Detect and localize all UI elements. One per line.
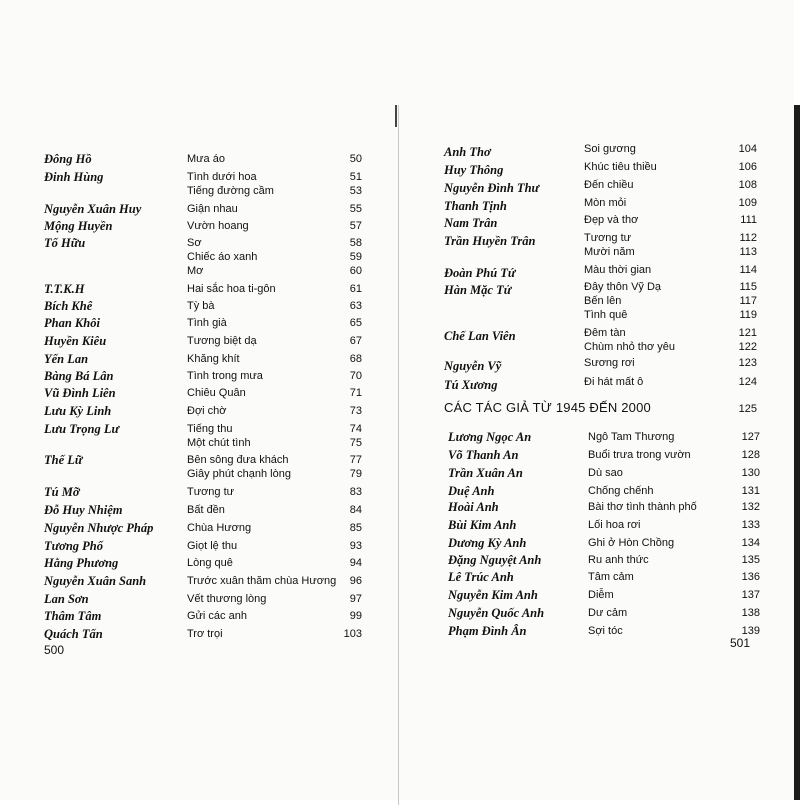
toc-poem-title: Giây phút chạnh lòng	[187, 468, 291, 480]
toc-author: Nguyễn Kim Anh	[448, 588, 538, 602]
toc-poem-title: Ngô Tam Thương	[588, 431, 675, 443]
toc-page-number: 130	[741, 467, 760, 479]
toc-page-number: 115	[739, 281, 757, 293]
toc-author: Lê Trúc Anh	[448, 570, 514, 584]
toc-poem-title: Sợi tóc	[588, 625, 623, 637]
gutter-mark	[395, 105, 397, 127]
toc-poem-title: Soi gương	[584, 143, 636, 155]
toc-poem-title: Diễm	[588, 589, 614, 601]
toc-author: Nam Trân	[444, 216, 498, 230]
toc-poem-title: Chiếc áo xanh	[187, 251, 258, 263]
toc-poem-title: Dù sao	[588, 467, 623, 479]
toc-poem-title: Tình dưới hoa	[187, 171, 257, 183]
toc-page-number: 128	[741, 449, 760, 461]
toc-author: Tú Mỡ	[44, 485, 80, 499]
toc-poem-title: Tình già	[187, 317, 227, 329]
toc-poem-title: Khăng khít	[187, 353, 240, 365]
toc-page-number: 122	[738, 341, 757, 353]
toc-author: Nguyễn Xuân Sanh	[44, 574, 147, 588]
toc-page-number: 137	[741, 589, 760, 601]
toc-page-number: 133	[741, 519, 760, 531]
toc-author: Hằng Phương	[44, 556, 119, 570]
toc-page-number: 127	[741, 431, 760, 443]
toc-page-number: 68	[349, 353, 362, 365]
toc-poem-title: Chùa Hương	[187, 522, 252, 534]
toc-author: Võ Thanh An	[448, 448, 519, 462]
toc-poem-title: Đêm tàn	[584, 327, 626, 339]
toc-author: Duệ Anh	[448, 484, 495, 498]
toc-page-number: 138	[741, 607, 760, 619]
toc-poem-title: Tỳ bà	[187, 300, 215, 312]
toc-author: Nguyễn Xuân Huy	[44, 202, 142, 216]
toc-page-number: 132	[741, 501, 760, 513]
toc-author: Đặng Nguyệt Anh	[448, 553, 542, 567]
toc-page-number: 51	[349, 171, 362, 183]
toc-author: Tú Xương	[444, 378, 498, 392]
toc-author: Hàn Mặc Tử	[444, 283, 512, 297]
toc-poem-title: Trước xuân thăm chùa Hương	[187, 575, 337, 587]
toc-author: Đông Hồ	[44, 152, 92, 166]
toc-poem-title: Bất đền	[187, 504, 225, 516]
toc-poem-title: Tiếng đường cầm	[187, 185, 274, 197]
toc-page-number: 131	[741, 485, 760, 497]
toc-poem-title: Mười năm	[584, 246, 635, 258]
toc-page-number: 75	[349, 437, 362, 449]
toc-author: Nguyễn Nhược Pháp	[44, 521, 154, 535]
toc-page-number: 109	[738, 197, 757, 209]
toc-poem-title: Khúc tiêu thiều	[584, 161, 657, 173]
toc-author: Nguyễn Vỹ	[444, 359, 502, 373]
toc-poem-title: Mơ	[187, 265, 204, 277]
toc-page-number: 135	[741, 554, 760, 566]
toc-author: Phạm Đình Ân	[448, 624, 527, 638]
toc-author: Lan Sơn	[44, 592, 89, 606]
toc-poem-title: Sương rơi	[584, 357, 635, 369]
toc-author: Đoàn Phú Tứ	[444, 266, 516, 280]
toc-author: Huy Thông	[444, 163, 504, 177]
toc-poem-title: Ghi ở Hòn Chồng	[588, 537, 675, 549]
toc-page-number: 112	[739, 232, 757, 244]
toc-author: Nguyễn Quốc Anh	[448, 606, 545, 620]
toc-author: Bùi Kim Anh	[448, 518, 517, 532]
toc-page-number: 134	[741, 537, 760, 549]
toc-author: Phan Khôi	[44, 316, 100, 330]
toc-author: Trần Huyền Trân	[444, 234, 536, 248]
toc-poem-title: Tương tư	[187, 486, 235, 498]
toc-poem-title: Đây thôn Vỹ Dạ	[584, 281, 662, 293]
toc-poem-title: Màu thời gian	[584, 264, 652, 276]
toc-poem-title: Mòn mỏi	[584, 197, 627, 209]
toc-author: Mộng Huyền	[44, 219, 113, 233]
section-heading-page: 125	[738, 403, 757, 415]
toc-page-number: 79	[349, 468, 362, 480]
toc-poem-title: Bên sông đưa khách	[187, 454, 289, 466]
toc-author: Hoài Anh	[448, 500, 499, 514]
toc-page-number: 136	[741, 571, 760, 583]
toc-poem-title: Vết thương lòng	[187, 593, 267, 605]
toc-poem-title: Một chút tình	[187, 437, 251, 449]
toc-page-number: 139	[741, 625, 760, 637]
toc-page-number: 96	[349, 575, 362, 587]
toc-author: Đỗ Huy Nhiệm	[44, 503, 123, 517]
toc-page-number: 85	[349, 522, 362, 534]
toc-page-number: 113	[739, 246, 757, 258]
toc-poem-title: Tương biệt dạ	[187, 335, 257, 347]
toc-poem-title: Chiêu Quân	[187, 387, 246, 399]
toc-poem-title: Sơ	[187, 237, 202, 249]
toc-page-number: 71	[349, 387, 362, 399]
toc-poem-title: Lòng quê	[187, 557, 233, 569]
toc-page-number: 74	[349, 423, 362, 435]
toc-page-number: 77	[349, 454, 362, 466]
toc-page-number: 55	[349, 203, 362, 215]
left-page-number: 500	[44, 643, 65, 657]
toc-poem-title: Tương tư	[584, 232, 632, 244]
toc-author: Chế Lan Viên	[444, 329, 516, 343]
toc-page-number: 97	[349, 593, 362, 605]
toc-poem-title: Mưa áo	[187, 153, 225, 165]
toc-poem-title: Chống chếnh	[588, 485, 654, 497]
toc-page-number: 111	[740, 214, 757, 226]
toc-page-number: 99	[349, 610, 362, 622]
toc-author: Yến Lan	[44, 352, 89, 366]
toc-author: Lưu Kỳ Linh	[44, 404, 112, 418]
toc-poem-title: Dư cảm	[588, 607, 628, 619]
toc-page-number: 106	[738, 161, 757, 173]
toc-author: Thanh Tịnh	[444, 199, 507, 213]
toc-author: Quách Tấn	[44, 627, 103, 641]
toc-poem-title: Tình quê	[584, 309, 628, 321]
toc-page-number: 93	[349, 540, 362, 552]
toc-page-number: 119	[739, 309, 757, 321]
toc-author: Vũ Đình Liên	[44, 386, 116, 400]
toc-author: Dương Kỳ Anh	[448, 536, 527, 550]
toc-page-number: 114	[739, 264, 757, 276]
toc-poem-title: Tiếng thu	[187, 423, 233, 435]
toc-page-number: 59	[349, 251, 362, 263]
toc-page-number: 53	[349, 185, 362, 197]
left-page	[0, 0, 402, 800]
toc-page-number: 108	[738, 179, 757, 191]
toc-author: Lưu Trọng Lư	[44, 422, 119, 436]
toc-author: Đinh Hùng	[44, 170, 104, 184]
toc-page-number: 57	[349, 220, 362, 232]
book-gutter	[398, 105, 399, 805]
toc-poem-title: Gửi các anh	[187, 610, 247, 622]
toc-page-number: 83	[349, 486, 362, 498]
toc-page-number: 84	[349, 504, 362, 516]
toc-author: Anh Thơ	[444, 145, 491, 159]
toc-page-number: 104	[738, 143, 757, 155]
toc-poem-title: Trơ trọi	[187, 628, 223, 640]
toc-poem-title: Giọt lệ thu	[187, 540, 238, 552]
toc-poem-title: Tình trong mưa	[187, 370, 263, 382]
toc-poem-title: Ru anh thức	[588, 554, 649, 566]
toc-author: Tương Phố	[44, 539, 103, 553]
toc-page-number: 124	[738, 376, 757, 388]
toc-poem-title: Hai sắc hoa ti-gôn	[187, 283, 276, 295]
toc-page-number: 94	[349, 557, 362, 569]
toc-page-number: 67	[349, 335, 362, 347]
toc-poem-title: Giận nhau	[187, 203, 238, 215]
toc-author: Trần Xuân An	[448, 466, 523, 480]
toc-poem-title: Đi hát mất ô	[584, 376, 644, 388]
toc-author: Huyền Kiêu	[44, 334, 107, 348]
toc-author: Thế Lữ	[44, 453, 83, 467]
toc-page-number: 123	[738, 357, 757, 369]
toc-poem-title: Đợi chờ	[187, 405, 227, 417]
toc-page-number: 103	[343, 628, 362, 640]
toc-poem-title: Bến lên	[584, 295, 622, 307]
toc-author: Thâm Tâm	[44, 609, 102, 623]
toc-page-number: 117	[739, 295, 757, 307]
toc-page-number: 121	[738, 327, 757, 339]
toc-poem-title: Bài thơ tình thành phố	[588, 501, 697, 513]
toc-author: T.T.K.H	[44, 282, 85, 296]
toc-poem-title: Lối hoa rơi	[588, 519, 641, 531]
toc-poem-title: Tâm cảm	[588, 571, 634, 583]
toc-poem-title: Buổi trưa trong vườn	[588, 449, 691, 461]
toc-poem-title: Chùm nhỏ thơ yêu	[584, 341, 675, 353]
toc-author: Nguyễn Đình Thư	[444, 181, 540, 195]
toc-author: Tố Hữu	[44, 236, 86, 250]
book-edge	[794, 105, 800, 800]
toc-poem-title: Đến chiều	[584, 179, 634, 191]
toc-page-number: 63	[349, 300, 362, 312]
toc-page-number: 50	[349, 153, 362, 165]
toc-author: Bích Khê	[44, 299, 93, 313]
section-heading: CÁC TÁC GIẢ TỪ 1945 ĐẾN 2000	[444, 400, 651, 415]
right-page	[402, 0, 794, 800]
toc-poem-title: Vườn hoang	[187, 220, 249, 232]
toc-page-number: 60	[349, 265, 362, 277]
toc-page-number: 65	[349, 317, 362, 329]
toc-author: Lương Ngọc An	[448, 430, 532, 444]
toc-poem-title: Đẹp và thơ	[584, 214, 639, 226]
toc-page-number: 70	[349, 370, 362, 382]
right-page-number: 501	[730, 636, 751, 650]
toc-page-number: 58	[349, 237, 362, 249]
toc-page-number: 73	[349, 405, 362, 417]
toc-page-number: 61	[349, 283, 362, 295]
toc-author: Bàng Bá Lân	[44, 369, 114, 383]
